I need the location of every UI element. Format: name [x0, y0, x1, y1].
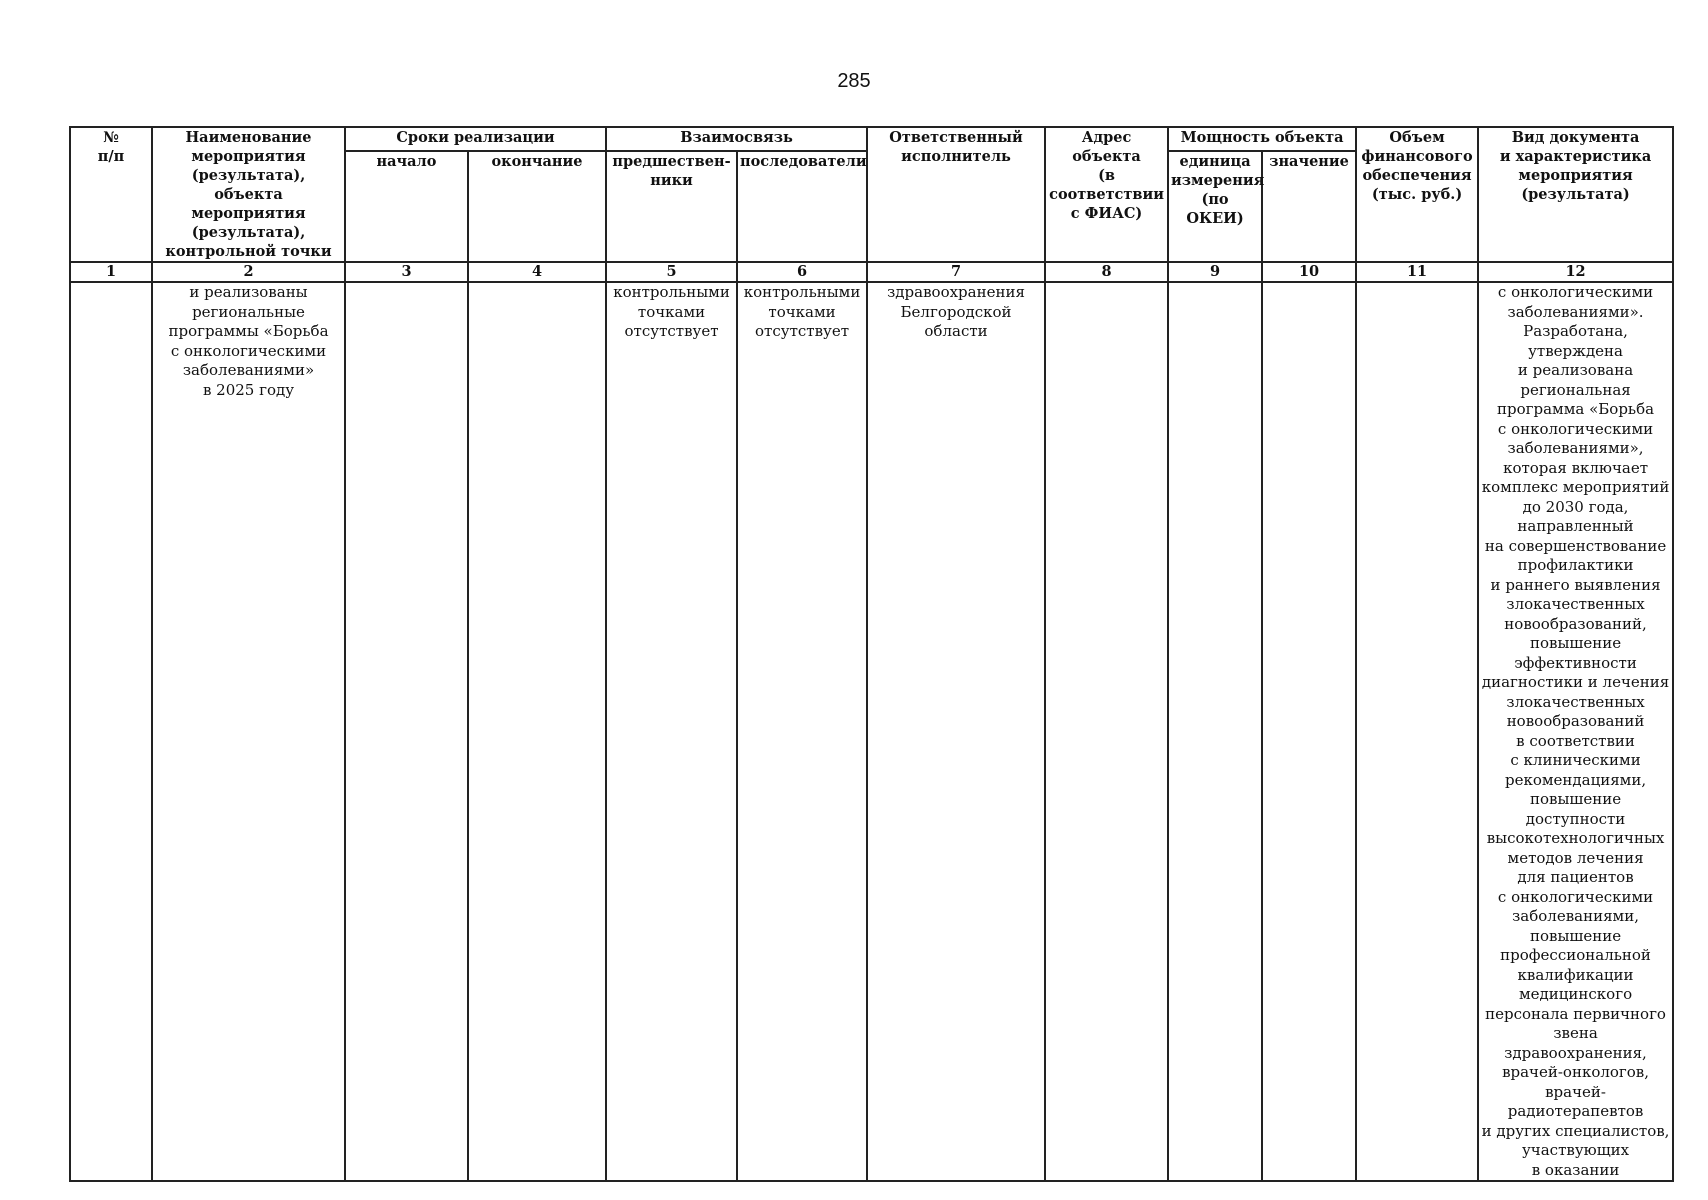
header-group-relations: Взаимосвязь	[606, 127, 867, 151]
cell-document-type: с онкологическими заболеваниями». Разработана, утверждена и реализована региональная программа «Борьба с онкологическими заболеваниями», которая включает комплекс мероприятий до 2030 года, направленный на совершенствование профилактики и раннего выявления злокачественных новообразований, повышение эффективности диагностики и лечения злокачественных новообразований в соответствии с клиническими рекомендациями, повышение доступности высокотехнологичных методов лечения для пациентов с онкологическими заболеваниями, повышение профессиональной квалификации медицинского персонала первичного звена здравоохранения, врачей-онкологов, врачей- радиотерапевтов и других специалистов, участвующих в оказании	[1478, 282, 1673, 1181]
header-end: окончание	[468, 151, 606, 262]
cell-unit	[1168, 282, 1262, 1181]
header-document-type: Вид документа и характеристика мероприятия (результата)	[1478, 127, 1673, 262]
header-group-capacity: Мощность объекта	[1168, 127, 1356, 151]
cell-end	[468, 282, 606, 1181]
header-number: № п/п	[70, 127, 152, 262]
column-number: 3	[345, 262, 468, 282]
cell-responsible: здравоохранения Белгородской области	[867, 282, 1045, 1181]
header-address: Адрес объекта (в соответствии с ФИАС)	[1045, 127, 1168, 262]
header-responsible: Ответственный исполнитель	[867, 127, 1045, 262]
cell-predecessors: контрольными точками отсутствует	[606, 282, 737, 1181]
cell-successors: контрольными точками отсутствует	[737, 282, 867, 1181]
cell-value	[1262, 282, 1356, 1181]
column-number: 2	[152, 262, 345, 282]
cell-measure-name: и реализованы региональные программы «Борьба с онкологическими заболеваниями» в 2025 году	[152, 282, 345, 1181]
cell-address	[1045, 282, 1168, 1181]
header-group-timeframe: Сроки реализации	[345, 127, 606, 151]
header-start: начало	[345, 151, 468, 262]
column-number: 10	[1262, 262, 1356, 282]
header-predecessors: предшествен- ники	[606, 151, 737, 262]
header-value: значение	[1262, 151, 1356, 262]
header-measure-name: Наименование мероприятия (результата), объекта мероприятия (результата), контрольной точки	[152, 127, 345, 262]
column-number: 9	[1168, 262, 1262, 282]
header-funding: Объем финансового обеспечения (тыс. руб.)	[1356, 127, 1478, 262]
column-number: 11	[1356, 262, 1478, 282]
column-number: 8	[1045, 262, 1168, 282]
page-number: 285	[837, 70, 871, 92]
table-row	[70, 282, 1673, 1181]
column-number: 12	[1478, 262, 1673, 282]
cell-funding	[1356, 282, 1478, 1181]
cell-number	[70, 282, 152, 1181]
column-number: 4	[468, 262, 606, 282]
header-unit: единица измерения (по ОКЕИ)	[1168, 151, 1262, 262]
column-number: 1	[70, 262, 152, 282]
column-number-row	[70, 262, 1673, 282]
header-successors: последователи	[737, 151, 867, 262]
column-number: 5	[606, 262, 737, 282]
measures-table	[69, 126, 1674, 1182]
column-number: 7	[867, 262, 1045, 282]
column-number: 6	[737, 262, 867, 282]
cell-start	[345, 282, 468, 1181]
